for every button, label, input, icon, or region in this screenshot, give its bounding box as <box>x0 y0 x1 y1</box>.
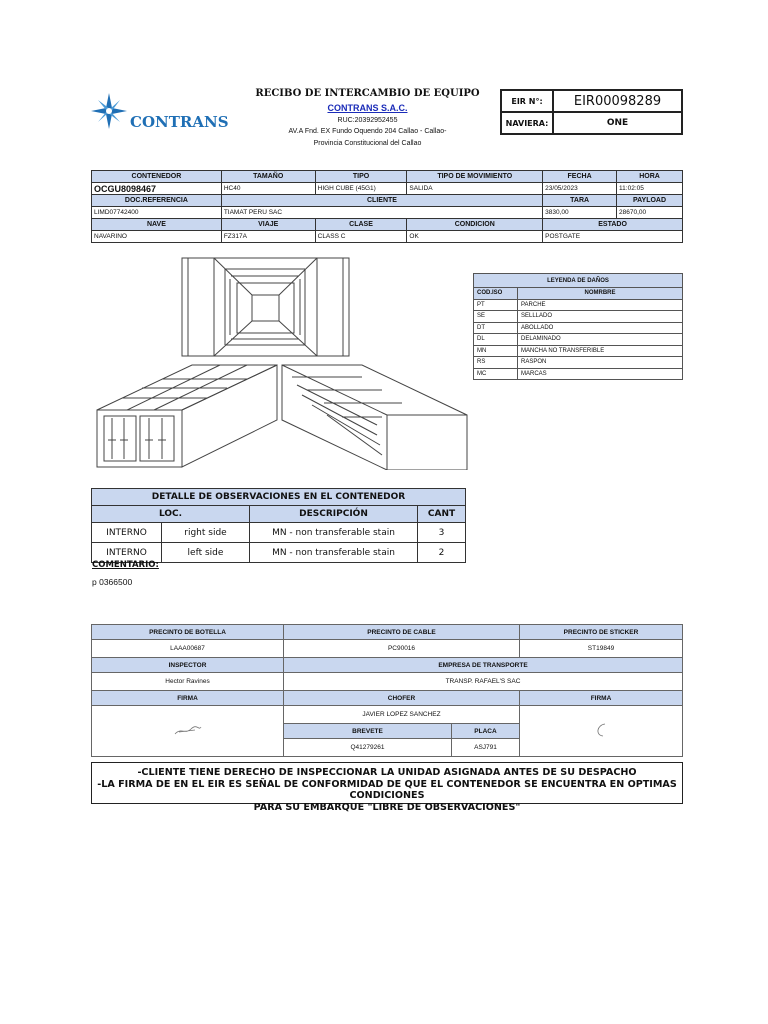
container-info-table <box>91 170 683 243</box>
obs-col-desc: DESCRIPCIÓN <box>250 506 418 523</box>
legend-name: SELLLADO <box>518 311 683 323</box>
status: POSTGATE <box>543 231 683 243</box>
client: TIAMAT PERU SAC <box>221 207 542 219</box>
company-logo <box>90 92 128 130</box>
obs-col-loc: LOC. <box>92 506 250 523</box>
col-estado: ESTADO <box>543 219 683 231</box>
col-cliente: CLIENTE <box>221 195 542 207</box>
col-viaje: VIAJE <box>221 219 315 231</box>
col-tipo-movimiento: TIPO DE MOVIMIENTO <box>407 171 543 183</box>
col-tamano: TAMAÑO <box>221 171 315 183</box>
obs-loc: INTERNO <box>92 543 162 563</box>
obs-cant: 2 <box>418 543 466 563</box>
legend-code: MN <box>474 345 518 357</box>
legend-name: MARCAS <box>518 368 683 380</box>
obs-col-cant: CANT <box>418 506 466 523</box>
col-precinto-cable: PRECINTO DE CABLE <box>284 625 520 640</box>
col-contenedor: CONTENEDOR <box>92 171 222 183</box>
col-brevete: BREVETE <box>284 724 452 739</box>
cable-seal: PC90016 <box>284 640 520 658</box>
vessel: NAVARINO <box>92 231 222 243</box>
legend-name: ABOLLADO <box>518 322 683 334</box>
col-placa: PLACA <box>452 724 520 739</box>
compass-star-icon <box>90 92 128 130</box>
obs-side: left side <box>162 543 250 563</box>
legend-row <box>474 322 683 334</box>
container-type: HIGH CUBE (45G1) <box>315 183 407 195</box>
observations-title: DETALLE DE OBSERVACIONES EN EL CONTENEDOR <box>92 489 466 506</box>
col-firma-inspector: FIRMA <box>92 691 284 706</box>
date: 23/05/2023 <box>543 183 617 195</box>
obs-cant: 3 <box>418 523 466 543</box>
legend-row <box>474 299 683 311</box>
legend-col-name: NOMRBRE <box>518 288 683 300</box>
notice-box <box>91 762 683 813</box>
col-firma-chofer: FIRMA <box>520 691 683 706</box>
naviera-label: NAVIERA: <box>501 112 553 134</box>
col-precinto-botella: PRECINTO DE BOTELLA <box>92 625 284 640</box>
col-tara: TARA <box>543 195 617 207</box>
company-address-1: AV.A Fnd. EX Fundo Oquendo 204 Callao - Callao- <box>288 128 447 135</box>
document-title: RECIBO DE INTERCAMBIO DE EQUIPO <box>255 88 480 99</box>
notice-line-3: PARA SU EMBARQUE "LIBRE DE OBSERVACIONES" <box>253 801 521 813</box>
driver-signature-icon <box>591 721 611 739</box>
col-chofer: CHOFER <box>284 691 520 706</box>
driver-signature-cell <box>520 706 683 757</box>
legend-name: MANCHA NO TRANSFERIBLE <box>518 345 683 357</box>
legend-col-code: COD.ISO <box>474 288 518 300</box>
time: 11:02:05 <box>617 183 683 195</box>
legend-row <box>474 345 683 357</box>
col-fecha: FECHA <box>543 171 617 183</box>
container-diagram <box>92 255 472 470</box>
comment-label: COMENTARIO: <box>92 560 159 570</box>
col-payload: PAYLOAD <box>617 195 683 207</box>
legend-row <box>474 368 683 380</box>
legend-code: RS <box>474 357 518 369</box>
col-precinto-sticker: PRECINTO DE STICKER <box>520 625 683 640</box>
inspector-name: Hector Ravines <box>92 673 284 691</box>
inspector-signature-cell <box>92 706 284 757</box>
plate: ASJ791 <box>452 739 520 757</box>
col-docref: DOC.REFERENCIA <box>92 195 222 207</box>
notice-line-2: -LA FIRMA DE EN EL EIR ES SEÑAL DE CONFORMIDAD DE QUE EL CONTENEDOR SE ENCUENTRA EN OPTIMAS CONDICIONES <box>97 778 677 801</box>
eir-number: EIR00098289 <box>553 90 682 112</box>
company-name: CONTRANS S.A.C. <box>327 103 408 113</box>
obs-side: right side <box>162 523 250 543</box>
class: CLASS C <box>315 231 407 243</box>
obs-desc: MN - non transferable stain <box>250 523 418 543</box>
sticker-seal: ST19849 <box>520 640 683 658</box>
tare: 3830,00 <box>543 207 617 219</box>
col-clase: CLASE <box>315 219 407 231</box>
col-inspector: INSPECTOR <box>92 658 284 673</box>
comment-value: p 0366500 <box>92 577 133 587</box>
condition: OK <box>407 231 543 243</box>
notice-line-1: -CLIENTE TIENE DERECHO DE INSPECCIONAR LA UNIDAD ASIGNADA ANTES DE SU DESPACHO <box>137 767 637 778</box>
container-floor-view <box>282 365 467 470</box>
legend-name: RASPON <box>518 357 683 369</box>
driver-name: JAVIER LOPEZ SANCHEZ <box>284 706 520 724</box>
company-address-2: Provincia Constitucional del Callao <box>313 140 422 147</box>
bottle-seal: LAAA00687 <box>92 640 284 658</box>
naviera-value: ONE <box>553 112 682 134</box>
legend-name: DELAMINADO <box>518 334 683 346</box>
legend-row <box>474 311 683 323</box>
damage-legend-table <box>473 273 683 380</box>
brand-name: CONTRANS <box>130 113 229 131</box>
observation-row <box>92 523 466 543</box>
seals-transport-table <box>91 624 683 757</box>
legend-row <box>474 357 683 369</box>
legend-title: LEYENDA DE DAÑOS <box>474 274 683 288</box>
eir-label: EIR N°: <box>501 90 553 112</box>
legend-code: DL <box>474 334 518 346</box>
container-exterior-left-view <box>97 365 277 467</box>
legend-code: SE <box>474 311 518 323</box>
legend-code: DT <box>474 322 518 334</box>
driver-license: Q41279261 <box>284 739 452 757</box>
doc-reference: LIMD07742400 <box>92 207 222 219</box>
obs-loc: INTERNO <box>92 523 162 543</box>
observations-table <box>91 488 466 563</box>
col-tipo: TIPO <box>315 171 407 183</box>
movement-type: SALIDA <box>407 183 543 195</box>
eir-box <box>500 89 683 135</box>
container-number: OCGU8098467 <box>92 183 222 195</box>
legend-row <box>474 334 683 346</box>
col-nave: NAVE <box>92 219 222 231</box>
legend-code: MC <box>474 368 518 380</box>
transport-company: TRANSP. RAFAEL'S SAC <box>284 673 683 691</box>
legend-code: PT <box>474 299 518 311</box>
obs-desc: MN - non transferable stain <box>250 543 418 563</box>
legend-name: PARCHE <box>518 299 683 311</box>
col-empresa-transporte: EMPRESA DE TRANSPORTE <box>284 658 683 673</box>
payload: 28670,00 <box>617 207 683 219</box>
col-condicion: CONDICION <box>407 219 543 231</box>
container-interior-view <box>182 258 349 356</box>
inspector-signature-icon <box>173 723 203 737</box>
col-hora: HORA <box>617 171 683 183</box>
container-size: HC40 <box>221 183 315 195</box>
voyage: FZ317A <box>221 231 315 243</box>
company-ruc: RUC:20392952455 <box>337 117 398 124</box>
